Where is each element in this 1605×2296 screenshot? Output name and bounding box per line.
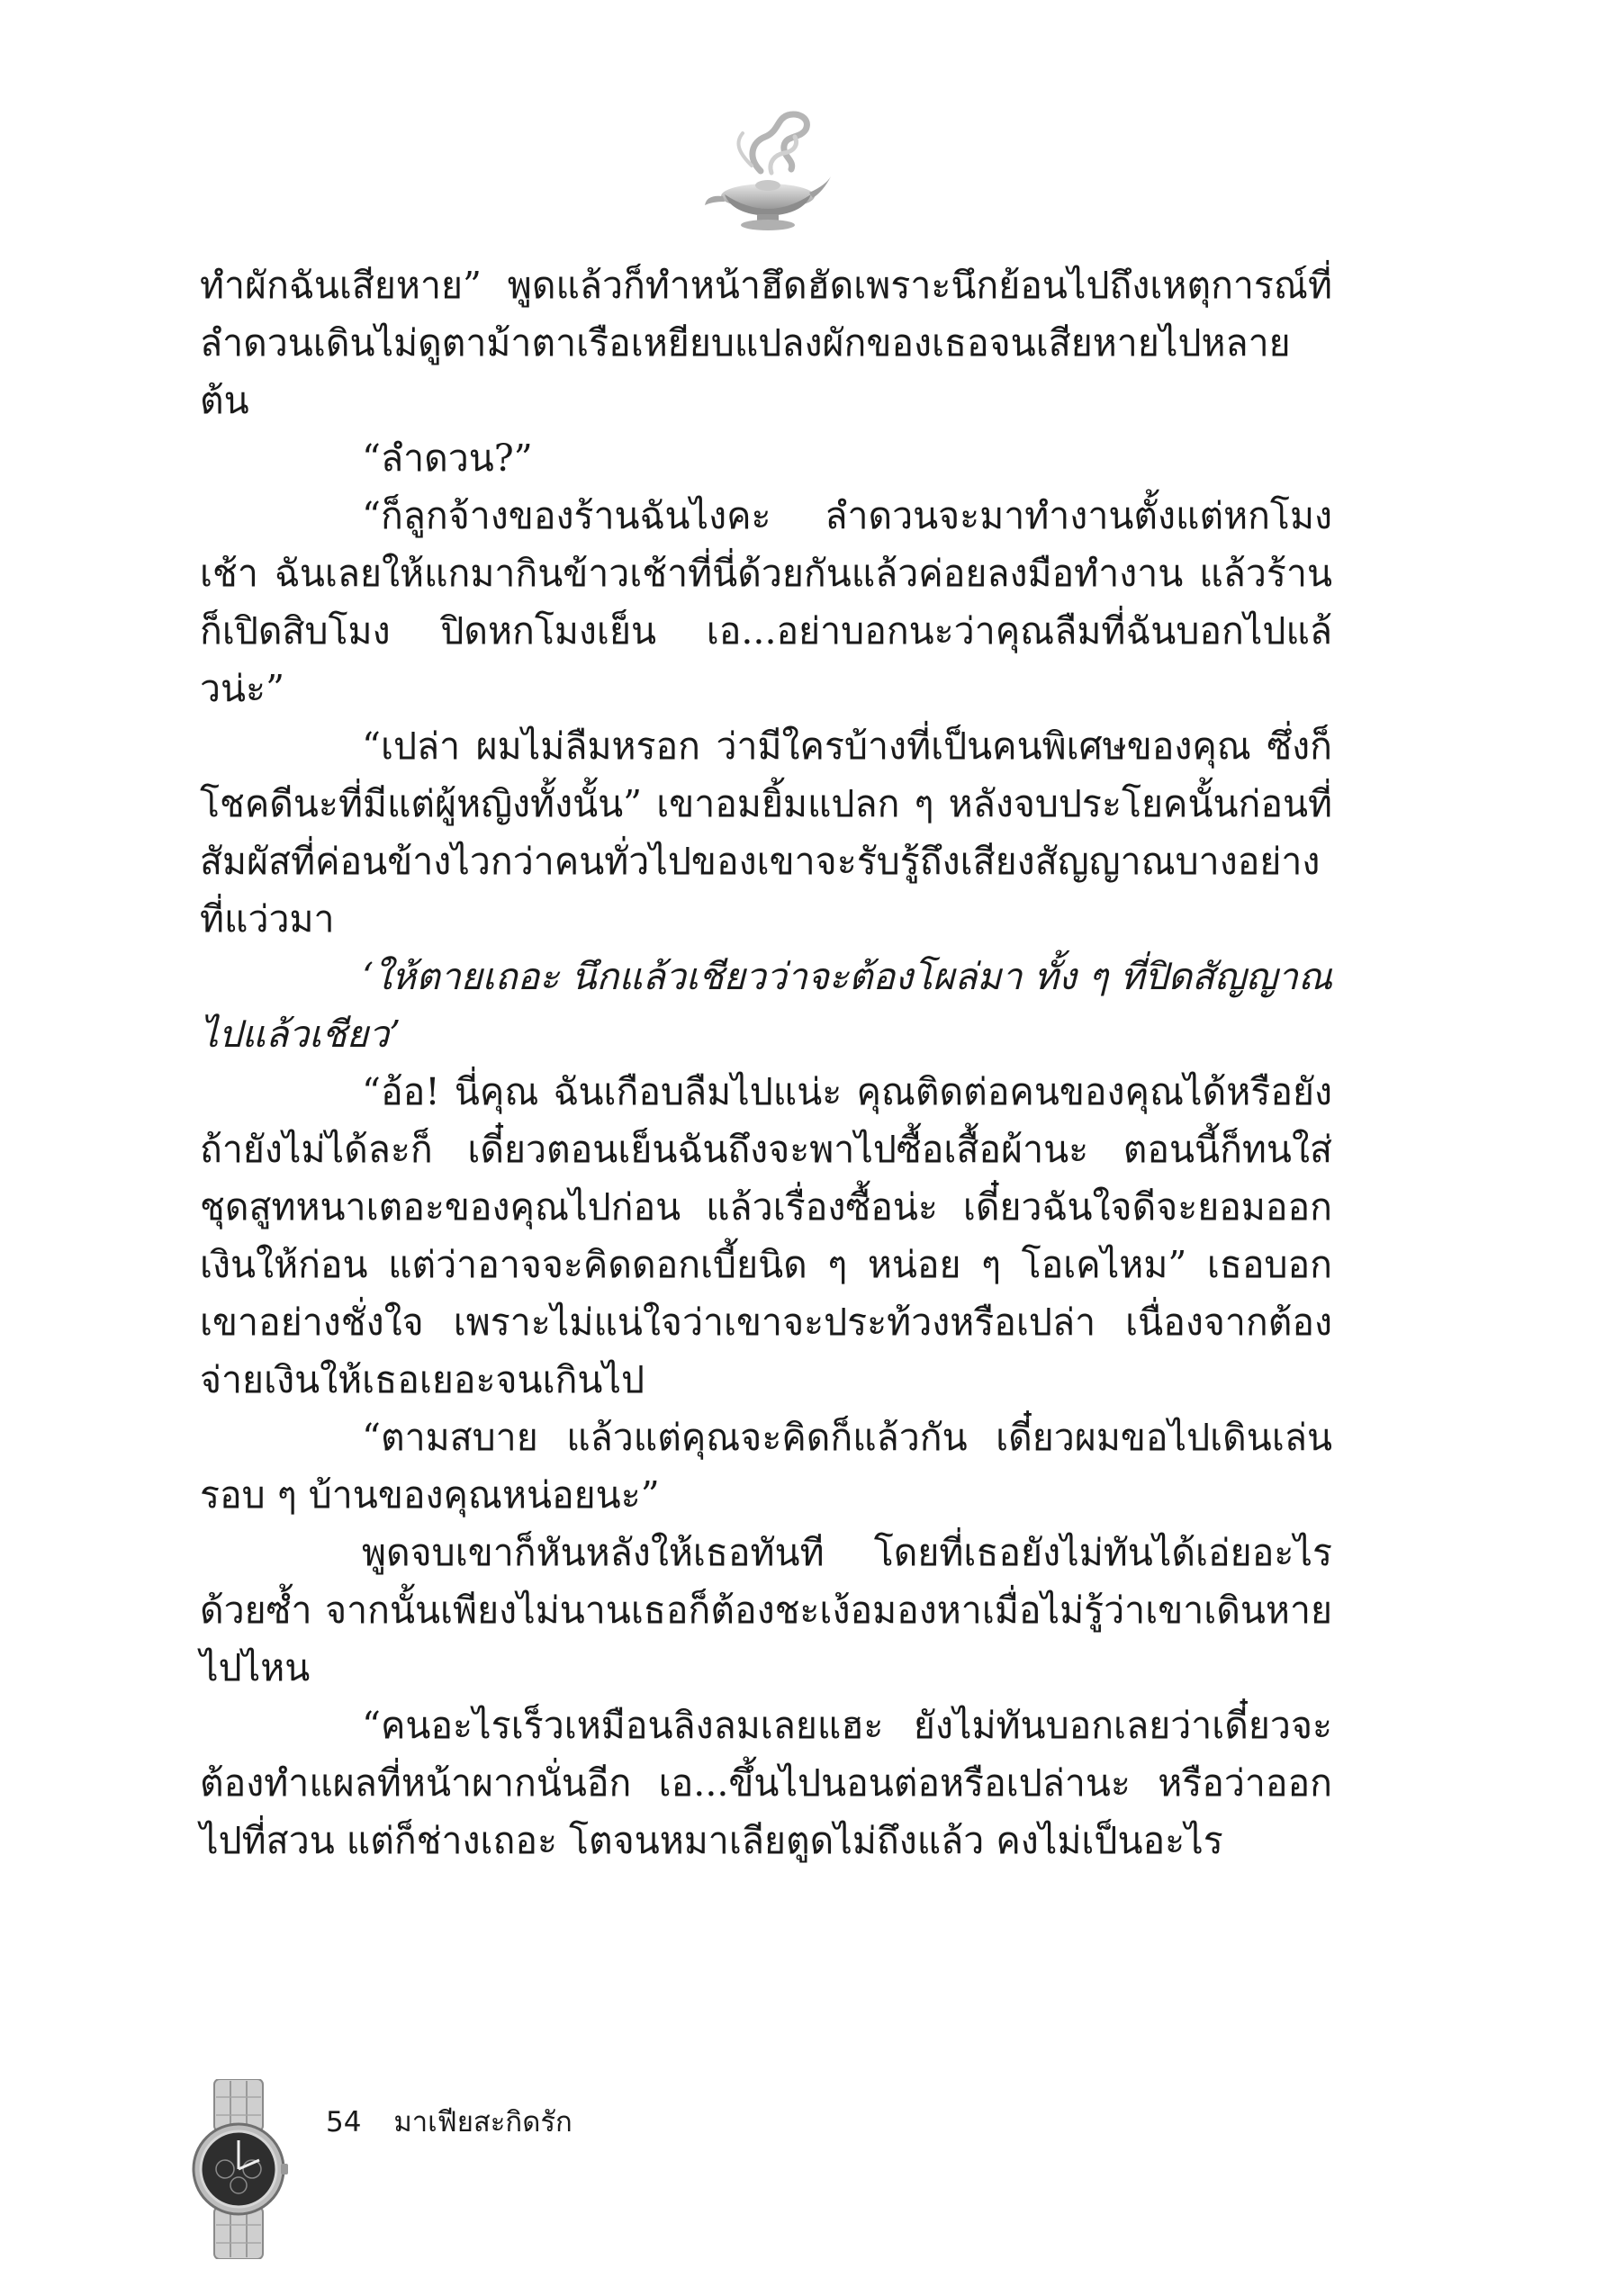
paragraph: “ตามสบาย แล้วแต่คุณจะคิดก็แล้วกัน เดี๋ยวผมขอไปเดินเล่นรอบ ๆ บ้านของคุณหน่อยนะ” (200, 1416, 1332, 1517)
paragraph: “อ้อ! นี่คุณ ฉันเกือบลืมไปแน่ะ คุณติดต่อคนของคุณได้หรือยัง ถ้ายังไม่ได้ละก็ เดี๋ยวตอนเย็นฉันถึงจะพาไปซื้อเสื้อผ้านะ ตอนนี้ก็ทนใส่ชุดสูทหนาเตอะของคุณไปก่อน แล้วเรื่องซื้อน่ะ เดี๋ยวฉันใจดีจะยอมออกเงินให้ก่อน แต่ว่าอาจจะคิดดอกเบี้ยนิด ๆ หน่อย ๆ โอเคไหม” เธอบอกเขาอย่างชั่งใจ เพราะไม่แน่ใจว่าเขาจะประท้วงหรือเปล่า เนื่องจากต้องจ่ายเงินให้เธอเยอะจนเกินไป (200, 1070, 1332, 1401)
inner-thought-paragraph: ‘ให้ตายเถอะ นึกแล้วเชียวว่าจะต้องโผล่มา ทั้ง ๆ ที่ปิดสัญญาณไปแล้วเชียว’ (200, 955, 1332, 1056)
paragraph: “คนอะไรเร็วเหมือนลิงลมเลยแฮะ ยังไม่ทันบอกเลยว่าเดี๋ยวจะต้องทำแผลที่หน้าผากนั่นอีก เอ...ขึ้นไปนอนต่อหรือเปล่านะ หรือว่าออกไปที่สวน แต่ก็ช่างเถอะ โตจนหมาเลียตูดไม่ถึงแล้ว คงไม่เป็นอะไร (200, 1704, 1332, 1862)
paragraph: “เปล่า ผมไม่ลืมหรอก ว่ามีใครบ้างที่เป็นคนพิเศษของคุณ ซึ่งก็โชคดีนะที่มีแต่ผู้หญิงทั้งนั้น” เขาอมยิ้มแปลก ๆ หลังจบประโยคนั้นก่อนที่สัมผัสที่ค่อนข้างไวกว่าคนทั่วไปของเขาจะรับรู้ถึงเสียงสัญญาณบางอย่างที่แว่วมา (200, 725, 1332, 941)
wristwatch-icon (189, 2079, 288, 2259)
paragraph: ทำผักฉันเสียหาย” พูดแล้วก็ทำหน้าฮึดฮัดเพราะนึกย้อนไปถึงเหตุการณ์ที่ลำดวนเดินไม่ดูตาม้าตาเรือเหยียบแปลงผักของเธอจนเสียหายไปหลายต้น (200, 264, 1332, 422)
paragraph: พูดจบเขาก็หันหลังให้เธอทันที โดยที่เธอยังไม่ทันได้เอ่ยอะไรด้วยซ้ำ จากนั้นเพียงไม่นานเธอก็ต้องชะเง้อมองหาเมื่อไม่รู้ว่าเขาเดินหายไปไหน (200, 1531, 1332, 1689)
chapter-body (200, 257, 1332, 1869)
genie-lamp-icon (698, 108, 833, 234)
paragraph: “ลำดวน?” (362, 437, 533, 480)
page-number: 54 (326, 2106, 362, 2138)
book-title: มาเฟียสะกิดรัก (393, 2106, 573, 2138)
paragraph: “ก็ลูกจ้างของร้านฉันไงคะ ลำดวนจะมาทำงานตั้งแต่หกโมงเช้า ฉันเลยให้แกมากินข้าวเช้าที่นี่ด้วยกันแล้วค่อยลงมือทำงาน แล้วร้านก็เปิดสิบโมง ปิดหกโมงเย็น เอ...อย่าบอกนะว่าคุณลืมที่ฉันบอกไปแล้วน่ะ” (200, 494, 1332, 710)
page-footer (326, 2099, 573, 2144)
